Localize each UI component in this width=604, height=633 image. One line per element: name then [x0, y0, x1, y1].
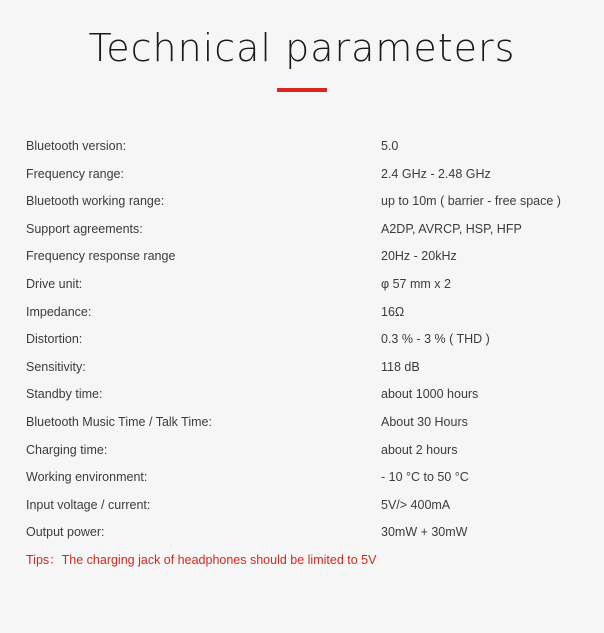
param-row-distortion — [26, 326, 586, 354]
param-label: Sensitivity: — [26, 359, 86, 374]
param-label: Output power: — [26, 525, 105, 540]
param-value: 30mW + 30mW — [381, 525, 468, 540]
param-label: Bluetooth version: — [26, 139, 127, 153]
param-row-support-agreements — [26, 216, 586, 244]
param-value: 16Ω — [381, 304, 405, 319]
param-value: About 30 Hours — [381, 414, 468, 429]
param-label: Input voltage / current: — [26, 497, 151, 512]
param-value: - 10 °C to 50 °C — [381, 470, 469, 485]
param-value: 0.3 % - 3 % ( THD ) — [381, 332, 490, 347]
param-label: Bluetooth Music Time / Talk Time: — [26, 414, 212, 429]
param-row-charging-time — [26, 437, 586, 465]
param-label: Frequency response range — [26, 249, 176, 264]
param-row-frequency-response-range — [26, 243, 586, 271]
parameters-list — [26, 133, 586, 547]
param-value: up to 10m ( barrier - free space ) — [381, 194, 561, 209]
param-value: A2DP, AVRCP, HSP, HFP — [381, 221, 522, 236]
param-value: 2.4 GHz - 2.48 GHz — [381, 166, 491, 181]
param-label: Bluetooth working range: — [26, 194, 165, 209]
param-value: φ 57 mm x 2 — [381, 276, 451, 291]
param-label: Working environment: — [26, 470, 148, 485]
param-row-impedance — [26, 299, 586, 327]
param-row-sensitivity — [26, 354, 586, 382]
param-value: 20Hz - 20kHz — [381, 249, 457, 264]
param-value: 5V/> 400mA — [381, 497, 451, 512]
param-row-bluetooth-working-range — [26, 188, 586, 216]
param-row-music-talk-time — [26, 409, 586, 437]
param-label: Support agreements: — [26, 221, 143, 236]
param-row-standby-time — [26, 381, 586, 409]
param-label: Distortion: — [26, 332, 83, 347]
param-label: Impedance: — [26, 304, 92, 319]
param-value: 5.0 — [381, 139, 399, 153]
title-underline-accent — [277, 88, 327, 92]
param-value: 118 dB — [381, 359, 420, 374]
param-label: Frequency range: — [26, 166, 124, 181]
param-row-frequency-range — [26, 161, 586, 189]
param-row-output-power — [26, 519, 586, 547]
param-label: Standby time: — [26, 387, 103, 402]
page-title: Technical parameters — [88, 26, 516, 70]
tips-note: Tips：The charging jack of headphones should be limited to 5V — [26, 553, 377, 567]
param-value: about 2 hours — [381, 442, 458, 457]
param-row-bluetooth-version — [26, 133, 586, 161]
param-row-drive-unit — [26, 271, 586, 299]
param-label: Drive unit: — [26, 276, 83, 291]
param-label: Charging time: — [26, 442, 108, 457]
param-row-input-voltage-current — [26, 492, 586, 520]
param-row-working-environment — [26, 464, 586, 492]
param-value: about 1000 hours — [381, 387, 479, 402]
